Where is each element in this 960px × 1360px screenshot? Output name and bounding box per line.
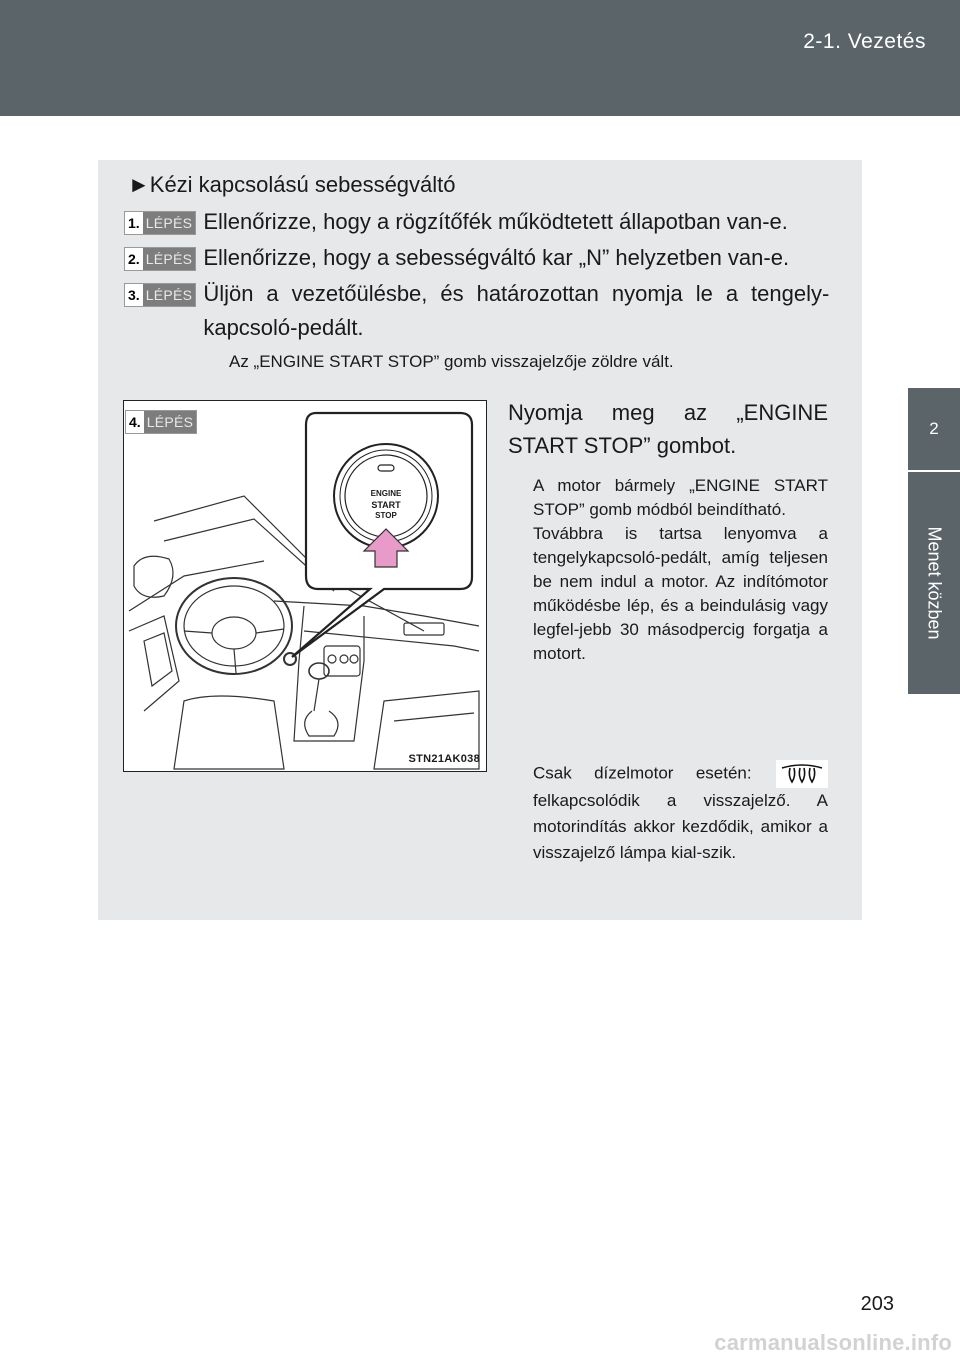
step-badge: 1. LÉPÉS <box>124 211 196 235</box>
chapter-tab <box>908 472 960 694</box>
diesel-rest: felkapcsolódik a visszajelző. A motorindítás akkor kezdődik, amikor a visszajelző lámpa kial-szik. <box>533 791 828 862</box>
step-3 <box>124 277 829 345</box>
section-title: 2-1. Vezetés <box>803 30 926 53</box>
step-badge: 4. LÉPÉS <box>125 410 197 434</box>
dashboard-drawing <box>124 401 486 771</box>
step-2 <box>124 241 789 275</box>
chapter-number-tab: 2 <box>908 388 960 470</box>
button-label-start: START <box>371 500 401 510</box>
step-note: Az „ENGINE START STOP” gomb visszajelzője zöldre vált. <box>229 352 674 371</box>
glow-plug-indicator-icon <box>776 760 828 788</box>
page-header <box>0 0 960 116</box>
description-paragraph: Továbbra is tartsa lenyomva a tengelykapcsoló-pedált, amíg teljesen be nem indul a motor. Az indítómotor működésbe lép, és a beindulásig vagy legfel-jebb 30 másodpercig forgatja a motort. <box>533 524 828 663</box>
watermark: carmanualsonline.info <box>714 1330 952 1355</box>
step-1 <box>124 205 788 239</box>
button-label-stop: STOP <box>375 511 397 520</box>
description-paragraph: A motor bármely „ENGINE START STOP” gomb módból beindítható. <box>533 476 828 519</box>
button-label-engine: ENGINE <box>370 489 402 498</box>
step-text: Üljön a vezetőülésbe, és határozottan nyomja le a tengely- kapcsoló-pedált. <box>203 281 830 340</box>
step-4-text: Nyomja meg az „ENGINE START STOP” gombot. <box>508 400 828 458</box>
step-4-description <box>533 474 828 666</box>
step-text: Ellenőrizze, hogy a sebességváltó kar „N” helyzetben van-e. <box>203 245 790 270</box>
diesel-note <box>533 760 828 866</box>
step-badge: 3. LÉPÉS <box>124 283 196 307</box>
figure-code: STN21AK038 <box>408 753 480 765</box>
step-text: Ellenőrizze, hogy a rögzítőfék működtetett állapotban van-e. <box>203 209 788 234</box>
dashboard-illustration <box>123 400 487 772</box>
section-heading: ►Kézi kapcsolású sebességváltó <box>128 172 456 197</box>
diesel-prefix: Csak dízelmotor esetén: <box>533 763 752 783</box>
page-number: 203 <box>860 1293 894 1315</box>
step-badge: 2. LÉPÉS <box>124 247 196 271</box>
chapter-label: Menet közben <box>924 526 945 640</box>
